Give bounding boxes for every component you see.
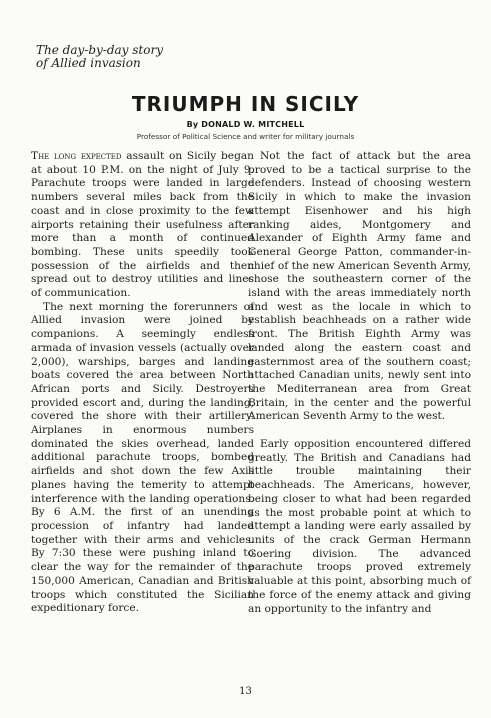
paragraph-2: The next morning the forerunners of Allied invasion were joined by companions. A seemingly endless armada of invasion vessels (actually over 2,000), warships, barges and landing boats covered the area between North African ports and Sicily. Destroyers provided escort and, during the landing, covered the shore with their artillery. Airplanes in enormous numbers dominated the skies overhead, landed additional parachute troops, bombed airfields and shot down the few Axis planes having the temerity to attempt interference with the landing operations. By 6 A.M. the first of an unending procession of infantry had landed together with their arms and vehicles. By 7:30 these were pushing inland to clear the way for the remainder of the 150,000 American, Canadian and British troops which constituted the Sicilian expeditionary force. [31, 300, 254, 615]
paragraph-4: Early opposition encountered differed greatly. The British and Canadians had little trouble maintaining their beachheads. The Americans, however, being closer to what had been regarded as the most probable point at which to attempt a landing were early assailed by units of the crack German Hermann Goering division. The advanced parachute troops proved extremely valuable at this point, absorbing much of the force of the enemy attack and giving an opportunity to the infantry and [248, 438, 471, 615]
kicker-text: The day-by-day story of Allied invasion [36, 43, 163, 70]
author-credit: Professor of Political Science and writer for military journals [136, 132, 355, 141]
right-column [248, 150, 471, 616]
article-headline: TRIUMPH IN SICILY [131, 92, 360, 116]
page-number: 13 [239, 686, 252, 697]
paragraph-3: Not the fact of attack but the area proved to be a tactical surprise to the defenders. Instead of choosing western Sicily in which to make the invasion attempt Eisenhower and his high ranking aides, Montgomery and Alexander of Eighth Army fame and General George Patton, commander-in-chief of the new American Seventh Army, chose the southeastern corner of the island with the areas immediately north and west as the locale in which to establish beachheads on a rather wide front. The British Eighth Army was landed along the eastern coast and easternmost area of the southern coast; attached Canadian units, newly sent into the Mediterranean area from Great Britain, in the center and the powerful American Seventh Army to the west. [248, 150, 471, 423]
left-column [31, 150, 254, 616]
paragraph-1-body: assault on Sicily began at about 10 P.M. on the night of July 9. Parachute troops were landed in large numbers several miles back from the coast and in close proximity to the few airports retaining their usefulness after more than a month of continued bombing. These units speedily took possession of the airfields and then spread out to destroy utilities and lines of communication. [31, 150, 254, 300]
byline: By DONALD W. MITCHELL [186, 120, 305, 129]
paragraph-1 [31, 150, 254, 301]
lead-in: The long expected [31, 150, 122, 162]
